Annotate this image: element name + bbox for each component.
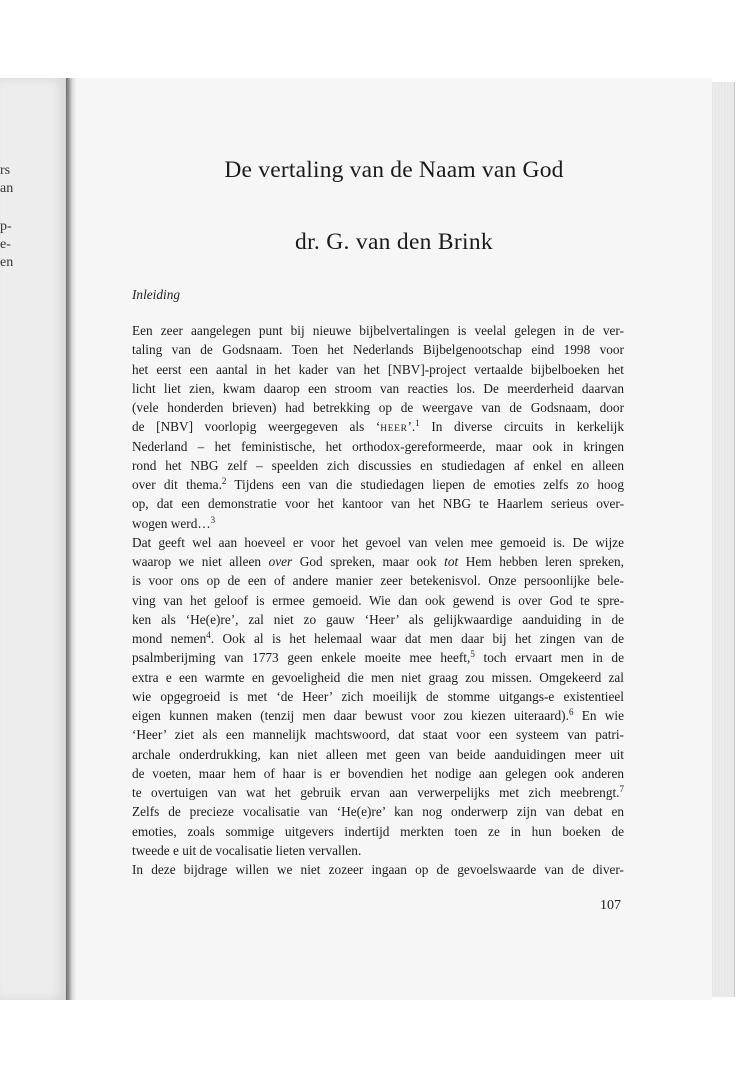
- footnote-marker: 2: [221, 476, 227, 486]
- text-line: [132, 668, 624, 687]
- text-segment: In diverse circuits in kerkelijk: [419, 419, 624, 435]
- text-segment: wie opgegroeid is met ‘de Heer’ zich moeilijk de stomme uitgangs-e existentieel: [132, 688, 624, 704]
- text-segment: ving van het geloof is ermee gemoeid. Wie dan ook gewend is over God te spre-: [132, 592, 624, 608]
- text-segment: Een zeer aangelegen punt bij nieuwe bijbelvertalingen is veelal gelegen in de ver-: [132, 323, 624, 338]
- text-segment: Tijdens een van die studiedagen liepen de emoties zelfs zo hoog: [226, 477, 624, 492]
- left-facing-page: [0, 78, 66, 1000]
- text-segment: psalmberijming van 1773 geen enkele moeite mee heeft,: [132, 650, 471, 666]
- footnote-marker: 4: [206, 630, 211, 640]
- text-segment: taling van de Godsnaam. Toen het Nederlands Bijbelgenootschap eind 1998 voor: [132, 342, 624, 358]
- text-segment: over dit thema.: [132, 477, 222, 492]
- text-line: [132, 379, 624, 398]
- section-heading: Inleiding: [132, 287, 181, 302]
- text-line: [132, 706, 624, 725]
- page-number: 107: [600, 898, 621, 913]
- footnote-marker: 6: [568, 707, 574, 717]
- text-segment: eigen kunnen maken (tenzij men daar bewust voor zou kiezen uiteraard).: [132, 708, 569, 723]
- text-line: [132, 437, 624, 456]
- body-text: [132, 321, 624, 879]
- text-line: [132, 687, 624, 706]
- left-page-fragment: p-: [0, 219, 12, 234]
- left-page-fragment: en: [0, 255, 14, 270]
- text-line: [132, 860, 624, 879]
- text-segment: . Ook al is het helemaal waar dat men daar bij het zingen van de: [210, 631, 624, 646]
- text-line: [132, 398, 624, 417]
- text-segment: En wie: [573, 708, 624, 723]
- small-caps-text: HEER: [380, 424, 408, 435]
- left-page-fragment: an: [0, 181, 14, 196]
- footnote-marker: 1: [415, 418, 420, 429]
- text-segment: ’.: [407, 419, 416, 435]
- text-line: [132, 591, 624, 610]
- footnote-marker: 7: [619, 784, 624, 794]
- text-line: [132, 514, 624, 533]
- text-segment: archale onderdrukking, kan niet alleen met geen van beide aanduidingen meer uit: [132, 746, 624, 762]
- text-line: [132, 417, 624, 436]
- text-segment: extra e een warmte en gevoeligheid die men niet graag zou missen. Omgekeerd zal: [132, 669, 624, 685]
- text-segment: licht liet zien, kwam daarop een stroom van reacties los. De meerderheid daarvan: [132, 380, 624, 396]
- text-segment: mond nemen: [132, 631, 207, 646]
- text-line: [132, 456, 624, 475]
- text-segment: God spreken, maar ook: [292, 554, 445, 569]
- article-title: De vertaling van de Naam van God: [224, 157, 564, 183]
- footnote-marker: 5: [470, 649, 475, 660]
- text-segment: emoties, zoals sommige uitgevers indertijd merkten toen ze in hun boeken de: [132, 823, 624, 839]
- text-line: [132, 610, 624, 629]
- text-line: [132, 629, 624, 648]
- text-line: [132, 552, 624, 571]
- text-segment: waarop we niet alleen: [132, 554, 269, 569]
- text-segment: het eerst een aantal in het kader van het [NBV]-project vertaalde bijbelboeken het: [132, 361, 624, 377]
- article-author: dr. G. van den Brink: [295, 229, 493, 255]
- italic-text: tot: [444, 554, 459, 569]
- text-segment: is voor ons op de een of andere manier zeer betekenisvol. Onze persoonlijke bele-: [132, 573, 624, 589]
- text-line: [132, 533, 624, 552]
- text-line: [132, 802, 624, 821]
- text-line: [132, 475, 624, 494]
- text-segment: de [NBV] voorlopig weergegeven als ‘: [132, 419, 381, 435]
- text-segment: op, dat een demonstratie voor het kantoor van het NBG te Haarlem serieus over-: [132, 496, 624, 512]
- text-segment: te overtuigen van wat het gebruik ervan aan verwerpelijks met zich meebrengt.: [132, 785, 620, 800]
- text-line: [132, 764, 624, 783]
- text-segment: tweede e uit de vocalisatie lieten vervallen.: [132, 842, 362, 858]
- text-segment: In deze bijdrage willen we niet zozeer ingaan op de gevoelswaarde van de diver-: [132, 862, 624, 877]
- text-line: [132, 571, 624, 590]
- left-page-fragment: e-: [0, 237, 11, 252]
- text-segment: Zelfs de precieze vocalisatie van ‘He(e)re’ kan nog onderwerp zijn van debat en: [132, 804, 624, 820]
- page-edges: [712, 82, 735, 997]
- text-segment: Nederland – het feministische, het orthodox-gereformeerde, maar ook in kringen: [132, 438, 624, 454]
- footnote-marker: 3: [210, 514, 216, 525]
- book-gutter: [66, 78, 76, 1000]
- text-line: [132, 494, 624, 513]
- text-line: [132, 321, 624, 340]
- text-segment: rond het NBG zelf – speelden zich discussies en studiedagen af enkel en alleen: [132, 457, 624, 473]
- text-segment: de voeten, maar hem of haar is er bovendien het nodige aan gelegen ook anderen: [132, 765, 624, 781]
- text-line: [132, 841, 624, 860]
- text-line: [132, 340, 624, 359]
- text-line: [132, 725, 624, 744]
- text-segment: (vele honderden brieven) had betrekking op de weergave van de Godsnaam, door: [132, 400, 624, 415]
- italic-text: over: [268, 554, 293, 569]
- text-segment: wogen werd…: [132, 515, 211, 531]
- text-segment: Dat geeft wel aan hoeveel er voor het gevoel van velen mee gemoeid is. De wijze: [132, 534, 624, 550]
- text-line: [132, 648, 624, 667]
- text-segment: Hem hebben leren spreken,: [458, 554, 624, 569]
- text-line: [132, 360, 624, 379]
- text-line: [132, 783, 624, 802]
- text-segment: ken als ‘He(e)re’, zal niet zo gauw ‘Heer’ als gelijkwaardige aanduiding in de: [132, 611, 624, 627]
- text-segment: toch ervaart men in de: [474, 650, 624, 666]
- text-line: [132, 745, 624, 764]
- text-segment: ‘Heer’ ziet als een mannelijk machtswoord, dat staat voor een systeem van patri-: [132, 727, 624, 743]
- text-line: [132, 822, 624, 841]
- left-page-fragment: rs: [0, 163, 11, 178]
